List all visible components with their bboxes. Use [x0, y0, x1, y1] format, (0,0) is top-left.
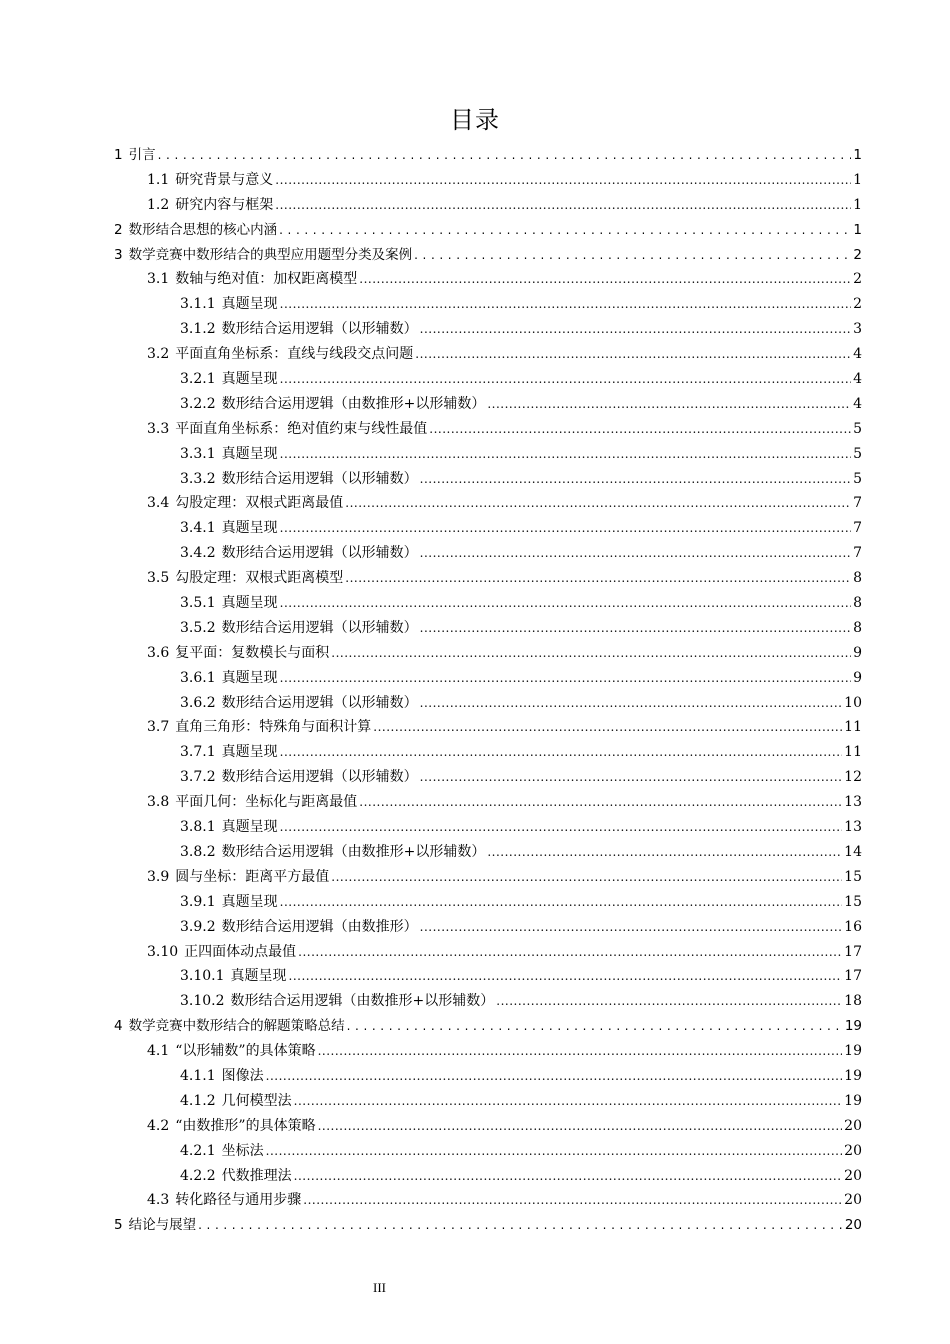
toc-entry-number: 3.8.2 [180, 843, 216, 860]
toc-entry-number: 3.3 [147, 420, 170, 437]
toc-entry-number: 3.4 [147, 495, 170, 512]
toc-entry[interactable] [114, 442, 862, 467]
toc-entry[interactable] [114, 1213, 862, 1238]
toc-dot-leader [487, 840, 842, 865]
toc-entry-title: 几何模型法 [221, 1092, 292, 1109]
toc-entry-label [180, 964, 287, 989]
toc-dot-leader [280, 516, 851, 541]
toc-entry-label [147, 491, 343, 516]
toc-entry-number: 4.3 [147, 1192, 170, 1209]
toc-entry[interactable] [114, 516, 862, 541]
toc-entry-label [180, 516, 278, 541]
toc-entry-label [180, 591, 278, 616]
toc-entry[interactable] [114, 218, 862, 243]
toc-entry[interactable] [114, 342, 862, 367]
toc-dot-leader [347, 1014, 843, 1039]
toc-dot-leader [266, 1064, 843, 1089]
toc-entry[interactable] [114, 1139, 862, 1164]
toc-entry-title: 直角三角形：特殊角与面积计算 [175, 719, 372, 736]
toc-entry-label [147, 267, 357, 292]
toc-entry-page: 7 [853, 545, 862, 562]
toc-dot-leader [420, 691, 843, 716]
toc-entry[interactable] [114, 890, 862, 915]
toc-entry[interactable] [114, 1188, 862, 1213]
toc-entry[interactable] [114, 591, 862, 616]
toc-entry-page: 20 [844, 1167, 862, 1184]
toc-dot-leader [198, 1213, 843, 1238]
toc-entry-title: 数形结合运用逻辑（以形辅数） [221, 470, 418, 487]
toc-entry-page: 15 [844, 893, 862, 910]
toc-entry-label [180, 292, 278, 317]
toc-entry[interactable] [114, 740, 862, 765]
toc-entry-number: 3.5 [147, 570, 170, 587]
toc-entry-title: 研究内容与框架 [175, 196, 274, 213]
toc-dot-leader [345, 566, 851, 591]
toc-entry-title: 数形结合运用逻辑（以形辅数） [221, 769, 418, 786]
toc-dot-leader [420, 317, 851, 342]
toc-entry[interactable] [114, 1164, 862, 1189]
toc-entry-number: 3.6 [147, 644, 170, 661]
toc-entry[interactable] [114, 392, 862, 417]
toc-entry-label [180, 442, 278, 467]
toc-entry-page: 1 [853, 221, 862, 238]
toc-entry-number: 4.2.2 [180, 1167, 216, 1184]
toc-entry-label [147, 342, 413, 367]
toc-entry-label [180, 989, 494, 1014]
toc-entry-label [180, 541, 418, 566]
toc-entry-title: 数形结合思想的核心内涵 [128, 221, 278, 238]
toc-dot-leader [359, 267, 851, 292]
toc-entry[interactable] [114, 865, 862, 890]
toc-dot-leader [429, 417, 851, 442]
toc-entry[interactable] [114, 1014, 862, 1039]
toc-entry-page: 1 [853, 147, 862, 163]
toc-entry-number: 3.2.2 [180, 395, 216, 412]
toc-entry-page: 19 [844, 1092, 862, 1109]
toc-dot-leader [280, 442, 851, 467]
toc-entry-number: 3.7.2 [180, 769, 216, 786]
toc-entry-label [180, 740, 278, 765]
toc-dot-leader [266, 1139, 843, 1164]
toc-entry-number: 3.3.2 [180, 470, 216, 487]
toc-entry-label [147, 417, 427, 442]
toc-dot-leader [280, 292, 851, 317]
toc-entry-number: 3.9.2 [180, 918, 216, 935]
toc-entry-label [147, 168, 273, 193]
toc-entry-label [147, 715, 371, 740]
toc-entry-number: 2 [114, 221, 123, 238]
toc-entry-title: 真题呈现 [221, 445, 278, 462]
toc-dot-leader [279, 218, 851, 243]
toc-entry-label [180, 367, 278, 392]
toc-dot-leader [331, 865, 842, 890]
toc-entry-label [147, 1114, 316, 1139]
toc-entry-title: “由数推形”的具体策略 [175, 1117, 316, 1134]
toc-entry-page: 7 [853, 520, 862, 537]
toc-entry[interactable] [114, 292, 862, 317]
toc-entry[interactable] [114, 840, 862, 865]
toc-entry-page: 16 [844, 918, 862, 935]
page-title: 目录 [450, 106, 500, 134]
toc-entry[interactable] [114, 1039, 862, 1064]
toc-entry[interactable] [114, 168, 862, 193]
toc-dot-leader [373, 715, 842, 740]
toc-entry-label [180, 1089, 292, 1114]
toc-entry-label [114, 1014, 345, 1039]
toc-entry-title: “以形辅数”的具体策略 [175, 1043, 316, 1060]
toc-dot-leader [275, 168, 851, 193]
toc-entry[interactable] [114, 790, 862, 815]
toc-entry-title: 图像法 [221, 1067, 264, 1084]
toc-entry-number: 4.1.2 [180, 1092, 216, 1109]
toc-entry-number: 3.4.2 [180, 545, 216, 562]
toc-dot-leader [294, 1089, 843, 1114]
toc-entry-label [180, 467, 418, 492]
toc-dot-leader [318, 1039, 843, 1064]
toc-dot-leader [359, 790, 842, 815]
toc-entry-title: 数形结合运用逻辑（由数推形+以形辅数） [221, 395, 486, 412]
toc-entry-page: 8 [853, 595, 862, 612]
toc-entry[interactable] [114, 1114, 862, 1139]
toc-entry-label [180, 1139, 264, 1164]
toc-entry-page: 19 [844, 1018, 862, 1035]
toc-entry-number: 3.10 [147, 943, 179, 960]
toc-entry-title: 真题呈现 [221, 744, 278, 761]
toc-entry[interactable] [114, 566, 862, 591]
toc-entry[interactable] [114, 193, 862, 218]
toc-entry-title: 勾股定理：双根式距离模型 [175, 570, 344, 587]
toc-entry-page: 20 [844, 1192, 862, 1209]
toc-entry-label [180, 840, 485, 865]
toc-dot-leader [420, 541, 851, 566]
toc-entry-title: 坐标法 [221, 1142, 264, 1159]
toc-entry-page: 3 [853, 321, 862, 338]
toc-entry-page: 17 [844, 943, 862, 960]
toc-entry-number: 4.2 [147, 1117, 170, 1134]
toc-dot-leader [420, 467, 851, 492]
toc-entry-number: 4 [114, 1018, 123, 1035]
toc-dot-leader [280, 890, 843, 915]
toc-entry[interactable] [114, 940, 862, 965]
toc-entry-title: 结论与展望 [128, 1217, 197, 1234]
toc-entry-page: 5 [853, 420, 862, 437]
toc-dot-leader [298, 940, 842, 965]
toc-entry-number: 3.8 [147, 794, 170, 811]
toc-entry-page: 5 [853, 470, 862, 487]
toc-dot-leader [487, 392, 851, 417]
toc-entry-page: 14 [844, 843, 862, 860]
toc-dot-leader [318, 1114, 843, 1139]
toc-entry[interactable] [114, 915, 862, 940]
toc-dot-leader [420, 616, 851, 641]
toc-dot-leader [415, 342, 851, 367]
toc-entry-page: 1 [853, 171, 862, 188]
toc-dot-leader [420, 765, 843, 790]
toc-entry-title: 真题呈现 [221, 296, 278, 313]
toc-entry-title: 数形结合运用逻辑（由数推形） [221, 918, 418, 935]
toc-entry-label [147, 1039, 316, 1064]
toc-entry-label [180, 915, 418, 940]
toc-entry[interactable] [114, 715, 862, 740]
toc-entry-title: 复平面：复数模长与面积 [175, 644, 330, 661]
toc-entry-number: 3.7.1 [180, 744, 216, 761]
toc-entry-title: 真题呈现 [221, 893, 278, 910]
toc-dot-leader [289, 964, 843, 989]
toc-entry-title: 转化路径与通用步骤 [175, 1192, 302, 1209]
toc-entry-label [180, 392, 485, 417]
toc-entry-title: 正四面体动点最值 [184, 943, 297, 960]
toc-entry-title: 真题呈现 [221, 520, 278, 537]
toc-dot-leader [275, 193, 851, 218]
toc-entry-title: 勾股定理：双根式距离最值 [175, 495, 344, 512]
toc-dot-leader [158, 143, 852, 168]
toc-entry-title: 真题呈现 [221, 669, 278, 686]
toc-entry-page: 8 [853, 570, 862, 587]
toc-entry-number: 3.1.2 [180, 321, 216, 338]
toc-dot-leader [496, 989, 842, 1014]
toc-entry-number: 3.1.1 [180, 296, 216, 313]
toc-entry-title: 圆与坐标：距离平方最值 [175, 868, 330, 885]
toc-entry-title: 真题呈现 [221, 371, 278, 388]
toc-entry-page: 4 [853, 346, 862, 363]
toc-entry-page: 5 [853, 445, 862, 462]
toc-entry-page: 4 [853, 395, 862, 412]
toc-entry-page: 20 [844, 1142, 862, 1159]
toc-entry-title: 数形结合运用逻辑（以形辅数） [221, 694, 418, 711]
toc-entry-label [147, 865, 329, 890]
toc-entry-title: 代数推理法 [221, 1167, 292, 1184]
toc-entry-page: 18 [844, 993, 862, 1010]
toc-entry[interactable] [114, 491, 862, 516]
toc-entry[interactable] [114, 317, 862, 342]
toc-dot-leader [345, 491, 851, 516]
toc-entry-number: 4.1.1 [180, 1067, 216, 1084]
toc-entry-label [180, 616, 418, 641]
toc-entry-page: 11 [844, 719, 862, 736]
toc-entry[interactable] [114, 267, 862, 292]
toc-entry[interactable] [114, 666, 862, 691]
toc-entry-label [114, 243, 412, 268]
toc-entry-page: 15 [844, 868, 862, 885]
toc-entry[interactable] [114, 143, 862, 168]
toc-entry-number: 3.4.1 [180, 520, 216, 537]
toc-entry-label [114, 1213, 196, 1238]
toc-entry-label [180, 1164, 292, 1189]
toc-entry-page: 11 [844, 744, 862, 761]
toc-entry[interactable] [114, 616, 862, 641]
toc-entry-number: 3.2.1 [180, 371, 216, 388]
toc-entry-number: 3.7 [147, 719, 170, 736]
toc-entry-page: 19 [844, 1067, 862, 1084]
toc-dot-leader [280, 591, 851, 616]
toc-entry-number: 1 [114, 147, 123, 163]
toc-entry-title: 平面几何：坐标化与距离最值 [175, 794, 358, 811]
toc-entry[interactable] [114, 765, 862, 790]
toc-entry-number: 3.10.2 [180, 993, 225, 1010]
toc-entry-title: 数学竞赛中数形结合的典型应用题型分类及案例 [128, 246, 413, 263]
toc-entry[interactable] [114, 964, 862, 989]
toc-entry-number: 3.5.2 [180, 619, 216, 636]
toc-entry-label [147, 641, 329, 666]
toc-entry-page: 20 [844, 1217, 862, 1234]
toc-entry-number: 3.3.1 [180, 445, 216, 462]
toc-entry-title: 真题呈现 [230, 968, 287, 985]
toc-entry-page: 8 [853, 619, 862, 636]
toc-entry-label [180, 666, 278, 691]
toc-entry-label [180, 815, 278, 840]
toc-entry[interactable] [114, 243, 862, 268]
toc-entry[interactable] [114, 641, 862, 666]
toc-entry-label [147, 566, 343, 591]
toc-entry-page: 2 [853, 296, 862, 313]
toc-entry-number: 3.9 [147, 868, 170, 885]
toc-entry-number: 3.1 [147, 271, 170, 288]
toc-dot-leader [420, 915, 843, 940]
toc-entry-number: 1.2 [147, 196, 170, 213]
toc-entry-number: 5 [114, 1217, 123, 1234]
toc-entry-number: 4.1 [147, 1043, 170, 1060]
toc-entry[interactable] [114, 467, 862, 492]
toc-dot-leader [303, 1188, 842, 1213]
toc-entry-page: 4 [853, 371, 862, 388]
toc-entry[interactable] [114, 989, 862, 1014]
toc-entry-label [114, 143, 156, 168]
toc-entry-page: 9 [853, 669, 862, 686]
toc-entry-label [180, 1064, 264, 1089]
toc-entry-page: 9 [853, 644, 862, 661]
toc-entry-number: 1.1 [147, 171, 170, 188]
toc-entry-label [180, 890, 278, 915]
toc-entry-label [147, 940, 296, 965]
toc-dot-leader [280, 367, 851, 392]
toc-entry-label [147, 193, 273, 218]
toc-entry-number: 3.2 [147, 346, 170, 363]
toc-entry-title: 数形结合运用逻辑（以形辅数） [221, 321, 418, 338]
toc-entry-label [114, 218, 277, 243]
toc-entry-label [180, 691, 418, 716]
toc-dot-leader [414, 243, 851, 268]
toc-dot-leader [280, 666, 851, 691]
toc-entry-title: 平面直角坐标系：绝对值约束与线性最值 [175, 420, 428, 437]
toc-entry-title: 数形结合运用逻辑（由数推形+以形辅数） [221, 843, 486, 860]
toc-entry-title: 真题呈现 [221, 595, 278, 612]
toc-dot-leader [331, 641, 851, 666]
toc-entry-title: 数形结合运用逻辑（由数推形+以形辅数） [230, 993, 495, 1010]
toc-entry-title: 数学竞赛中数形结合的解题策略总结 [128, 1018, 345, 1035]
toc-entry-label [180, 765, 418, 790]
toc-entry[interactable] [114, 1064, 862, 1089]
toc-entry-number: 3.10.1 [180, 968, 225, 985]
toc-entry-page: 1 [853, 196, 862, 213]
toc-entry-page: 19 [844, 1043, 862, 1060]
toc-entry[interactable] [114, 691, 862, 716]
toc-entry-title: 研究背景与意义 [175, 171, 274, 188]
toc-entry-number: 3.9.1 [180, 893, 216, 910]
toc-entry[interactable] [114, 815, 862, 840]
toc-entry-title: 真题呈现 [221, 819, 278, 836]
toc-entry-label [147, 1188, 301, 1213]
toc-entry-number: 4.2.1 [180, 1142, 216, 1159]
toc-entry-number: 3.6.1 [180, 669, 216, 686]
toc-entry-title: 平面直角坐标系：直线与线段交点问题 [175, 346, 414, 363]
page-number: III [373, 1280, 386, 1295]
toc-entry-page: 20 [844, 1117, 862, 1134]
toc-entry-page: 13 [844, 794, 862, 811]
table-of-contents [114, 143, 862, 1238]
toc-entry-page: 13 [844, 819, 862, 836]
toc-entry-page: 2 [853, 246, 862, 263]
toc-entry-label [147, 790, 357, 815]
toc-entry[interactable] [114, 541, 862, 566]
toc-entry-page: 7 [853, 495, 862, 512]
toc-entry-page: 12 [844, 769, 862, 786]
toc-entry[interactable] [114, 417, 862, 442]
toc-entry-number: 3.5.1 [180, 595, 216, 612]
toc-entry-number: 3.8.1 [180, 819, 216, 836]
toc-dot-leader [280, 815, 843, 840]
toc-entry-title: 数形结合运用逻辑（以形辅数） [221, 545, 418, 562]
toc-entry[interactable] [114, 367, 862, 392]
toc-entry-title: 数轴与绝对值：加权距离模型 [175, 271, 358, 288]
toc-entry-number: 3 [114, 246, 123, 263]
toc-dot-leader [280, 740, 843, 765]
toc-dot-leader [294, 1164, 843, 1189]
toc-entry-page: 10 [844, 694, 862, 711]
toc-entry-title: 数形结合运用逻辑（以形辅数） [221, 619, 418, 636]
toc-entry-page: 2 [853, 271, 862, 288]
toc-entry-label [180, 317, 418, 342]
toc-entry-number: 3.6.2 [180, 694, 216, 711]
toc-entry-page: 17 [844, 968, 862, 985]
toc-entry[interactable] [114, 1089, 862, 1114]
toc-entry-title: 引言 [128, 147, 156, 163]
